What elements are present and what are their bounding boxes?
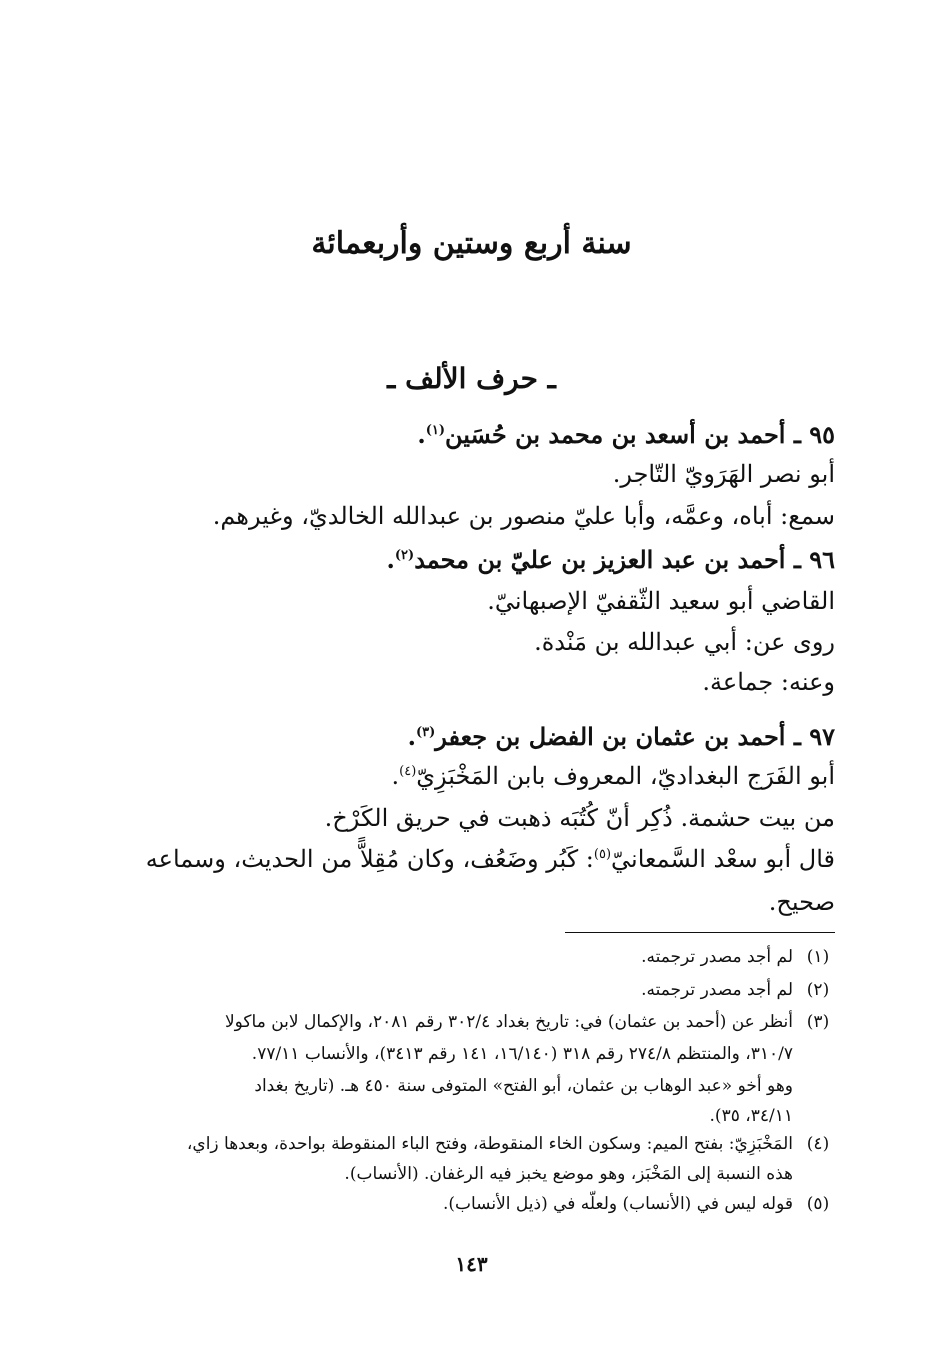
entry-97-line-1 xyxy=(120,762,835,790)
entry-97-end: . xyxy=(407,722,416,751)
footnote-4-line-2: هذه النسبة إلى المَخْبَز، وهو موضع يخبز فيه الرغفان. (الأنساب). xyxy=(344,1164,793,1184)
entry-95-text: ٩٥ ـ أحمد بن أسعد بن محمد بن حُسَين xyxy=(444,420,835,449)
entry-95-line-1: أبو نصر الهَرَويّ التّاجر. xyxy=(612,460,835,488)
entry-97-line-2: من بيت حشمة. ذُكِر أنّ كُتُبَه ذهبت في حريق الكَرْخ. xyxy=(324,804,835,832)
footnote-5-number: (٥) xyxy=(806,1194,830,1214)
entry-96-line-1: القاضي أبو سعيد الثّقفيّ الإصبهانيّ. xyxy=(487,587,835,615)
entry-96-line-2: روى عن: أبي عبدالله بن مَنْدة. xyxy=(534,628,835,656)
footnote-5-text: قوله ليس في (الأنساب) ولعلّه في (ذيل الأنساب). xyxy=(442,1194,793,1214)
footnote-4 xyxy=(110,1134,843,1154)
section-heading: ـ حرف الألف ـ xyxy=(387,362,556,395)
footnote-3-line-2: ٣١٠/٧، والمنتظم ٢٧٤/٨ رقم ٣١٨ (١٦/١٤٠، ١٤١ رقم ٣٤١٣)، والأنساب ٧٧/١١. xyxy=(251,1044,793,1064)
entry-96-heading xyxy=(120,545,835,574)
footnote-3 xyxy=(110,1012,843,1032)
footnote-3-number: (٣) xyxy=(806,1012,830,1032)
entry-97-text: ٩٧ ـ أحمد بن عثمان بن الفضل بن جعفر xyxy=(435,722,835,751)
footnote-4-number: (٤) xyxy=(806,1134,830,1154)
footnote-ref-4: (٤) xyxy=(399,764,417,779)
entry-96-line-3: وعنه: جماعة. xyxy=(702,668,835,696)
entry-97-line-3 xyxy=(120,845,835,873)
footnote-3-text-1: أنظر عن (أحمد بن عثمان) في: تاريخ بغداد ٣٠٢/٤ رقم ٢٠٨١، والإكمال لابن ماكولا xyxy=(224,1012,793,1032)
entry-97-heading xyxy=(120,722,835,751)
page-number: ١٤٣ xyxy=(455,1252,488,1276)
entry-97-line-3-end: : كَبُر وضَعُف، وكان مُقِلاًّ من الحديث، وسماعه xyxy=(145,845,594,873)
footnote-3-line-3: وهو أخو «عبد الوهاب بن عثمان، أبو الفتح» المتوفى سنة ٤٥٠ هـ. (تاريخ بغداد xyxy=(254,1076,793,1096)
entry-96-end: . xyxy=(386,545,395,574)
footnote-2-number: (٢) xyxy=(806,980,830,1000)
footnote-3-line-4: ٣٤/١١، ٣٥). xyxy=(709,1106,793,1126)
entry-95-end: . xyxy=(417,420,426,449)
footnote-2-text: لم أجد مصدر ترجمته. xyxy=(641,980,793,1000)
entry-95-heading xyxy=(120,420,835,449)
footnote-divider xyxy=(565,932,835,933)
footnote-ref-5: (٥) xyxy=(593,847,612,862)
entry-97-line-4: صحيح. xyxy=(768,888,835,916)
entry-97-line-1-text: أبو الفَرَج البغداديّ، المعروف بابن المَخْبَزِيّ xyxy=(416,762,835,790)
footnote-1 xyxy=(110,947,843,967)
entry-97-line-1-end: . xyxy=(391,762,400,790)
entry-95-line-2: سمع: أباه، وعمَّه، وأبا عليّ منصور بن عبدالله الخالديّ، وغيرهم. xyxy=(212,502,835,530)
footnote-ref-2: (٢) xyxy=(394,548,415,563)
page-title: سنة أربع وستين وأربعمائة xyxy=(311,226,632,261)
footnote-1-text: لم أجد مصدر ترجمته. xyxy=(641,947,793,967)
entry-97-line-3-text: قال أبو سعْد السَّمعانيّ xyxy=(611,845,835,873)
footnote-ref-1: (١) xyxy=(425,423,445,438)
entry-96-text: ٩٦ ـ أحمد بن عبد العزيز بن عليّ بن محمد xyxy=(414,545,835,574)
footnote-5 xyxy=(110,1194,843,1214)
footnote-2 xyxy=(110,980,843,1000)
footnote-1-number: (١) xyxy=(806,947,830,967)
footnote-ref-3: (٣) xyxy=(415,725,436,740)
footnote-4-text-1: المَخْبَزِيّ: بفتح الميم: وسكون الخاء المنقوطة، وفتح الباء المنقوطة بواحدة، وبعدها زاي، xyxy=(186,1134,793,1154)
